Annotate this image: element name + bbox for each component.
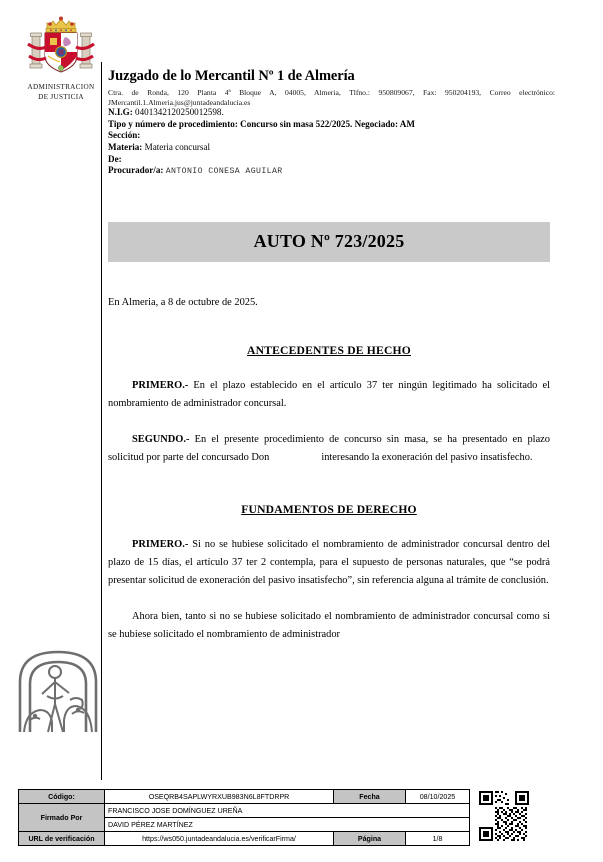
procedure-line bbox=[108, 119, 555, 131]
junta-andalucia-hercules-icon bbox=[14, 636, 102, 736]
seccion-label: Sección: bbox=[108, 130, 141, 141]
qr-code-icon[interactable] bbox=[479, 791, 529, 841]
de-line bbox=[108, 154, 555, 166]
heading-fundamentos: FUNDAMENTOS DE DERECHO bbox=[241, 503, 417, 517]
court-emblem-block bbox=[17, 12, 105, 101]
procurador-label: Procurador/a: bbox=[108, 165, 164, 176]
procurador-line bbox=[108, 165, 555, 178]
emblem-caption-line2: DE JUSTICIA bbox=[38, 92, 84, 101]
de-label: De: bbox=[108, 153, 122, 164]
document-header bbox=[108, 68, 555, 178]
url-value[interactable]: https://ws050.juntadeandalucia.es/verificarFirma/ bbox=[105, 832, 334, 846]
antecedente-primero-text: En el plazo establecido en el artículo 37 ter ningún legitimado ha solicitado el nombramiento de administrador concursal. bbox=[108, 380, 550, 409]
codigo-label: Código: bbox=[19, 790, 105, 804]
codigo-value: OSEQRB4SAPLWYRXUB983N6L8FTDRPR bbox=[105, 790, 334, 804]
antecedente-segundo bbox=[108, 431, 550, 466]
fundamento-primero-label: PRIMERO.- bbox=[132, 539, 189, 551]
signature-table bbox=[18, 789, 470, 846]
table-row-url bbox=[19, 832, 470, 846]
court-address: Ctra. de Ronda, 120 Planta 4ª Bloque A, 04005, Almeria, Tlfno.: 950809067, Fax: 950204193, Correo electrónico: JMercantil.1.Almeria.jus@juntadeandalucia.es bbox=[108, 88, 555, 107]
nig-value: 0401342120250012598. bbox=[135, 107, 224, 118]
materia-value: Materia concursal bbox=[144, 141, 211, 152]
spain-coat-of-arms-icon bbox=[20, 12, 102, 82]
heading-antecedentes: ANTECEDENTES DE HECHO bbox=[247, 344, 411, 357]
court-title: Juzgado de lo Mercantil Nº 1 de Almería bbox=[108, 68, 355, 84]
procedure-label: Tipo y número de procedimiento: bbox=[108, 118, 238, 129]
fecha-label: Fecha bbox=[334, 790, 406, 804]
antecedente-segundo-text-a: En el presente procedimiento de concurso sin masa, se ha presentado en plazo solicitud por parte del concursado Don bbox=[108, 434, 550, 463]
firmante-1: FRANCISCO JOSE DOMÍNGUEZ UREÑA bbox=[105, 804, 470, 818]
url-label: URL de verificación bbox=[19, 832, 105, 846]
fecha-value: 08/10/2025 bbox=[406, 790, 470, 804]
firmado-por-label: Firmado Por bbox=[19, 804, 105, 832]
materia-line bbox=[108, 142, 555, 154]
table-row-firmante-1 bbox=[19, 804, 470, 818]
nig-line bbox=[108, 107, 555, 119]
document-body bbox=[108, 222, 550, 662]
auto-title-banner: AUTO Nº 723/2025 bbox=[108, 222, 550, 262]
procedure-value: Concurso sin masa 522/2025. Negociado: AM bbox=[240, 118, 415, 129]
firmante-2: DAVID PÉREZ MARTÍNEZ bbox=[105, 818, 470, 832]
emblem-caption-line1: ADMINISTRACION bbox=[27, 83, 95, 91]
fundamento-primero bbox=[108, 536, 550, 589]
fundamento-primero-text: Si no se hubiese solicitado el nombramiento de administrador concursal dentro del plazo de 15 días, el artículo 37 ter 2 contempla, para el supuesto de personas naturales, que “se podrá presentar solicitud de exoneración del pasivo insatisfecho”, sin referencia alguna al trámite de conclusión. bbox=[108, 539, 550, 586]
signature-footer bbox=[18, 789, 587, 846]
fundamento-continuacion: Ahora bien, tanto si no se hubiese solicitado el nombramiento de administrador concursal como si se hubiese solicitado el nombramiento de administrador bbox=[108, 611, 550, 640]
antecedente-segundo-text-b: interesando la exoneración del pasivo insatisfecho. bbox=[321, 451, 533, 463]
materia-label: Materia: bbox=[108, 141, 143, 152]
table-row-codigo bbox=[19, 790, 470, 804]
section-spacer bbox=[108, 485, 550, 503]
antecedente-primero-label: PRIMERO.- bbox=[132, 380, 189, 391]
place-and-date: En Almeria, a 8 de octubre de 2025. bbox=[108, 297, 258, 308]
seccion-line bbox=[108, 130, 555, 142]
procurador-value: ANTONIO CONESA AGUILAR bbox=[165, 167, 283, 177]
pagina-value: 1/8 bbox=[406, 832, 470, 846]
pagina-label: Página bbox=[334, 832, 406, 846]
nig-label: N.I.G: bbox=[108, 107, 133, 118]
antecedente-segundo-label: SEGUNDO.- bbox=[132, 434, 190, 446]
antecedente-primero bbox=[108, 377, 550, 412]
